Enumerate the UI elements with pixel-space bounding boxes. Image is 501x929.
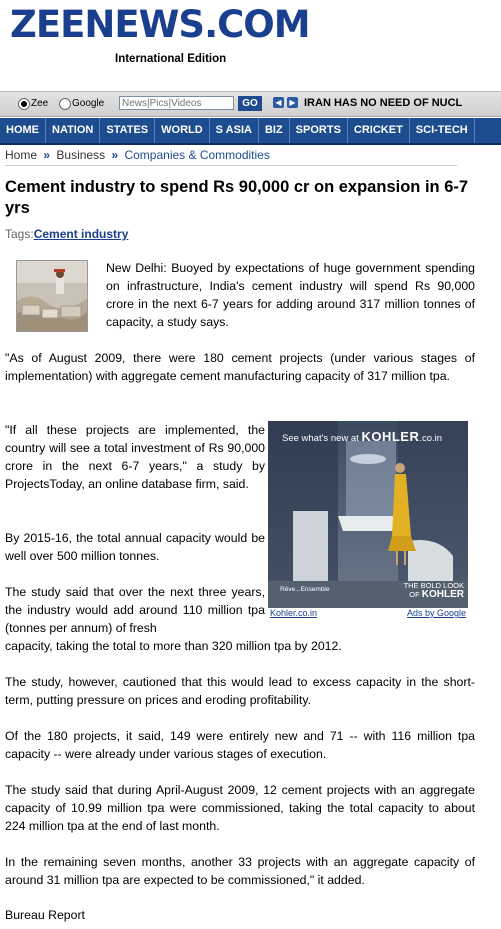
article-photo bbox=[16, 260, 88, 332]
ad-brand: KOHLER bbox=[361, 429, 420, 444]
breadcrumb-business[interactable]: Business bbox=[56, 148, 106, 162]
ad-image[interactable] bbox=[268, 421, 468, 608]
radio-zee-label: Zee bbox=[31, 98, 49, 109]
search-input[interactable] bbox=[119, 96, 234, 110]
go-button[interactable]: GO bbox=[238, 96, 262, 111]
nav-sci-tech[interactable]: SCI-TECH bbox=[410, 118, 475, 143]
ad-link[interactable]: Kohler.co.in bbox=[270, 608, 318, 618]
nav-world[interactable]: WORLD bbox=[155, 118, 210, 143]
tags-label: Tags: bbox=[5, 227, 34, 241]
edition-label: International Edition bbox=[115, 53, 227, 65]
paragraph: By 2015-16, the total annual capacity would be well over 500 million tonnes. bbox=[5, 531, 265, 563]
byline: Bureau Report bbox=[5, 908, 85, 922]
article-headline: Cement industry to spend Rs 90,000 cr on expansion in 6-7 yrs bbox=[5, 178, 469, 217]
article-tags bbox=[5, 227, 128, 241]
paragraph: Of the 180 projects, it said, 149 were entirely new and 71 -- with 116 million tpa capacity -- were already under various stages of execution. bbox=[5, 729, 475, 761]
ad-tagline-of: OF bbox=[409, 590, 420, 599]
ad-tagline-brand: KOHLER bbox=[421, 589, 464, 600]
paragraph: The study said that over the next three years, the industry would add around 110 million tpa (tonnes per annum) of fresh bbox=[5, 585, 265, 635]
paragraph: capacity, taking the total to more than 320 million tpa by 2012. bbox=[5, 639, 342, 653]
nav-cricket[interactable]: CRICKET bbox=[348, 118, 410, 143]
nav-s-asia[interactable]: S ASIA bbox=[210, 118, 259, 143]
ad-headline: See what's new at bbox=[282, 433, 359, 444]
ad-brand-suffix: .co.in bbox=[419, 433, 443, 444]
ad-footer bbox=[268, 608, 468, 619]
breadcrumb bbox=[5, 148, 270, 162]
radio-zee[interactable] bbox=[18, 98, 30, 110]
nav-sports[interactable]: SPORTS bbox=[290, 118, 348, 143]
radio-google-label: Google bbox=[72, 98, 105, 109]
radio-google[interactable] bbox=[59, 98, 71, 110]
paragraph: New Delhi: Buoyed by expectations of huge government spending on infrastructure, India's cement industry will spend Rs 90,000 crore in the next 6-7 years for adding around 317 million tonnes of capacity, a study says. bbox=[106, 261, 475, 329]
paragraph: "If all these projects are implemented, the country will see a total investment of Rs 90,000 crore in the next 6-7 years," a study by ProjectsToday, an online database firm, said. bbox=[5, 423, 265, 491]
search-bar bbox=[0, 91, 501, 117]
nav-states[interactable]: STATES bbox=[100, 118, 155, 143]
site-logo[interactable] bbox=[10, 3, 310, 46]
kohler-ad[interactable] bbox=[268, 421, 468, 619]
main-nav bbox=[0, 118, 501, 145]
breadcrumb-separator: » bbox=[43, 148, 51, 162]
paragraph: "As of August 2009, there were 180 cement projects (under various stages of implementation) with aggregate cement manufacturing capacity of 317 million tpa. bbox=[5, 351, 475, 383]
logo-text: ZEENEWS.COM bbox=[10, 3, 310, 46]
tag-link[interactable]: Cement industry bbox=[33, 227, 129, 241]
news-ticker[interactable]: IRAN HAS NO NEED OF NUCL bbox=[304, 97, 463, 109]
nav-biz[interactable]: BIZ bbox=[259, 118, 290, 143]
ads-by-google-link[interactable]: Ads by Google bbox=[406, 608, 466, 618]
nav-home[interactable]: HOME bbox=[0, 118, 46, 143]
paragraph: The study said that during April-August 2009, 12 cement projects with an aggregate capacity of 10.99 million tpa were commissioned, taking the total capacity to about 224 million tpa at the end of last month. bbox=[5, 783, 475, 833]
breadcrumb-separator: » bbox=[111, 148, 119, 162]
paragraph: In the remaining seven months, another 33 projects with an aggregate capacity of around 31 million tpa are expected to be commissioned," it added. bbox=[5, 855, 475, 887]
paragraph: The study, however, cautioned that this would lead to excess capacity in the short-term, putting pressure on prices and eroding profitability. bbox=[5, 675, 475, 707]
breadcrumb-home[interactable]: Home bbox=[5, 148, 38, 162]
divider bbox=[5, 165, 457, 166]
nav-nation[interactable]: NATION bbox=[46, 118, 100, 143]
ad-product: Rêve...Ensemble bbox=[280, 586, 330, 593]
ad-tagline: THE BOLD LOOK bbox=[403, 581, 464, 590]
ticker-prev-icon[interactable]: ◀ bbox=[273, 97, 284, 108]
breadcrumb-current[interactable]: Companies & Commodities bbox=[124, 148, 270, 162]
ticker-next-icon[interactable]: ▶ bbox=[287, 97, 298, 108]
